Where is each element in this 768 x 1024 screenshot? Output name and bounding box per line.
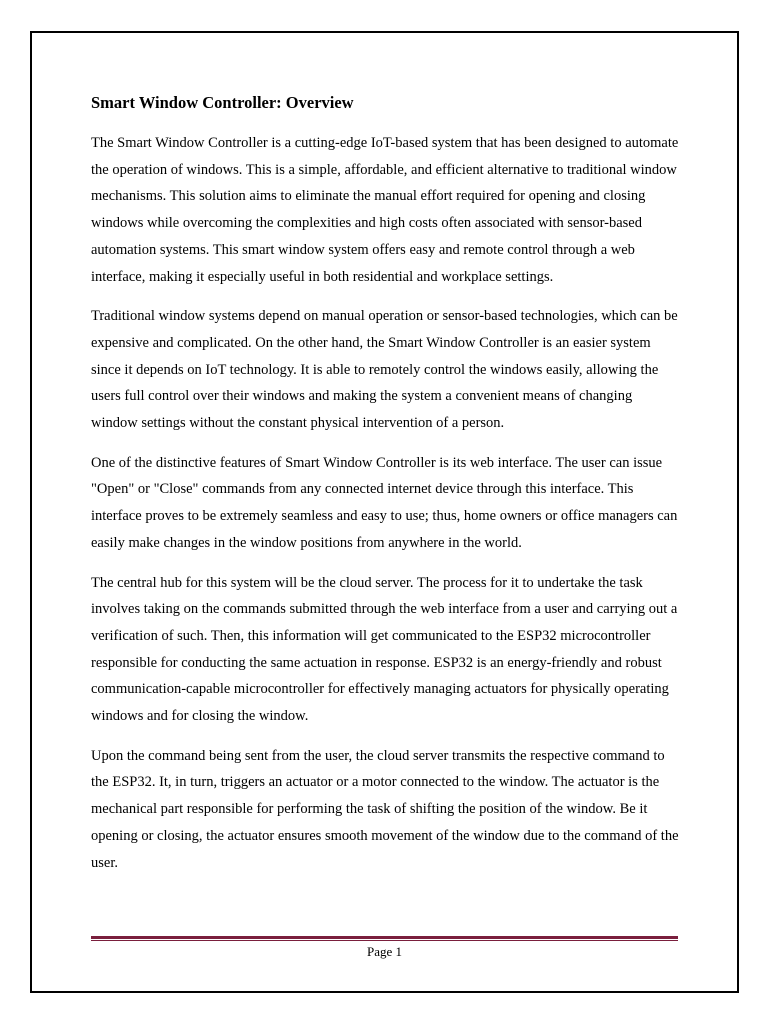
footer-divider-thick bbox=[91, 936, 678, 939]
paragraph-1: The Smart Window Controller is a cutting-edge IoT-based system that has been designed to automate the operation of windows. This is a simple, affordable, and efficient alternative to traditional window mechanisms. This solution aims to eliminate the manual effort required for opening and closing windows while overcoming the complexities and high costs often associated with sensor-based automation systems. This smart window system offers easy and remote control through a web interface, making it especially useful in both residential and workplace settings. bbox=[91, 135, 679, 285]
footer-divider bbox=[91, 936, 678, 941]
paragraph-4: The central hub for this system will be the cloud server. The process for it to undertake the task involves taking on the commands submitted through the web interface from a user and carrying out a verification of such. Then, this information will get communicated to the ESP32 microcontroller responsible for conducting the same actuation in response. ESP32 is an energy-friendly and robust communication-capable microcontroller for effectively managing actuators for physically operating windows and for closing the window. bbox=[91, 574, 678, 725]
paragraph-3: One of the distinctive features of Smart Window Controller is its web interface. The user can issue "Open" or "Close" commands from any connected internet device through this interface. This interface proves to be extremely seamless and easy to use; thus, home owners or office managers can easily make changes in the window positions from anywhere in the world. bbox=[91, 454, 678, 551]
paragraph-5: Upon the command being sent from the user, the cloud server transmits the respective command to the ESP32. It, in turn, triggers an actuator or a motor connected to the window. The actuator is the mechanical part responsible for performing the task of shifting the position of the window. Be it opening or closing, the actuator ensures smooth movement of the window due to the command of the user. bbox=[91, 747, 679, 871]
page-number: Page 1 bbox=[366, 944, 403, 959]
footer-divider-thin bbox=[91, 940, 678, 941]
paragraph-2: Traditional window systems depend on manual operation or sensor-based technologies, which can be expensive and complicated. On the other hand, the Smart Window Controller is an easier system since it depends on IoT technology. It is able to remotely control the windows easily, allowing the users full control over their windows and making the system a convenient means of changing window settings without the constant physical intervention of a person. bbox=[91, 308, 678, 432]
document-body bbox=[91, 90, 681, 889]
document-heading: Smart Window Controller: Overview bbox=[91, 93, 354, 112]
